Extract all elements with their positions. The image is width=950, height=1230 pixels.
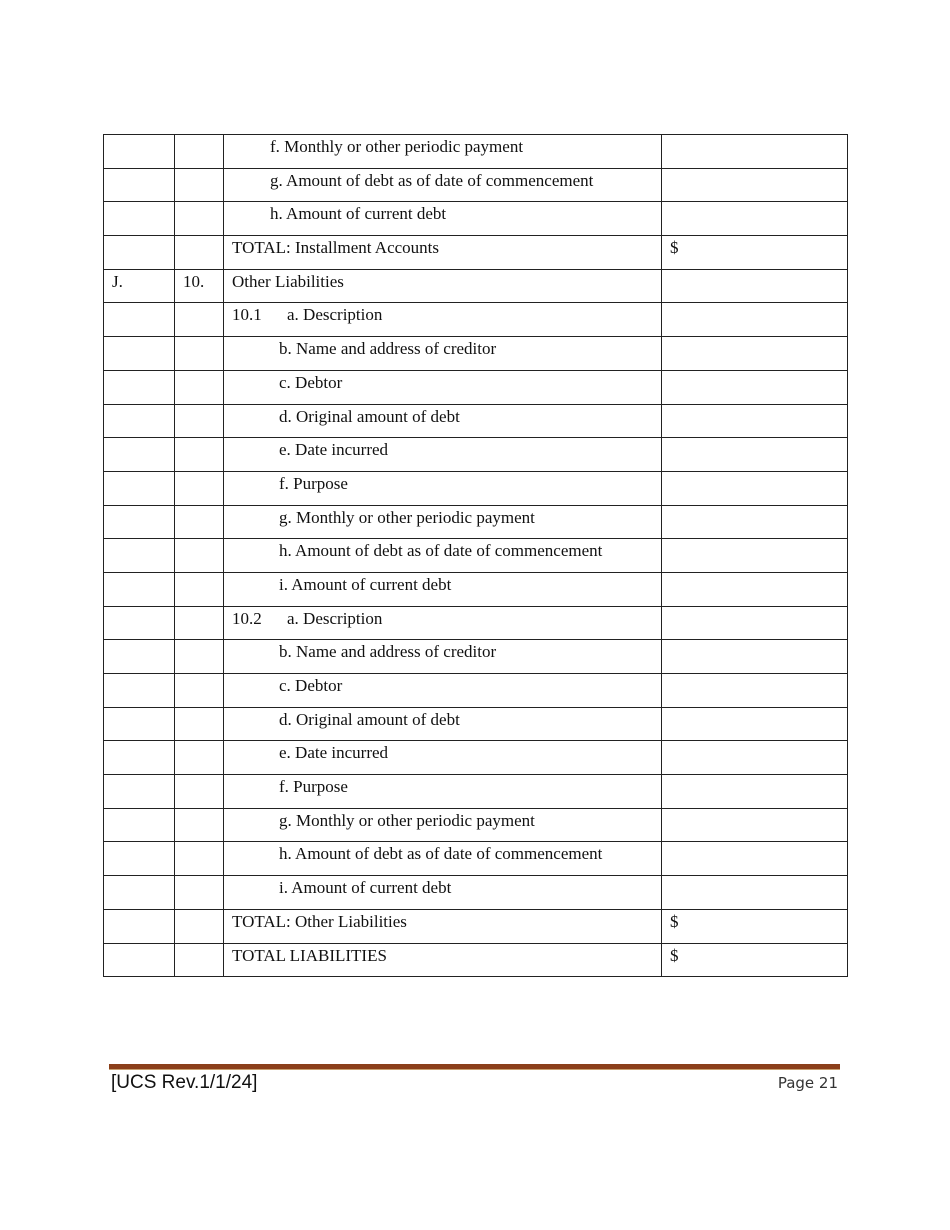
item-description-cell <box>224 909 662 943</box>
item-description-cell <box>224 842 662 876</box>
table-row <box>104 572 848 606</box>
amount-cell[interactable] <box>662 471 848 505</box>
amount-cell[interactable] <box>662 269 848 303</box>
item-number-cell <box>175 505 224 539</box>
item-number-cell <box>175 909 224 943</box>
section-letter-cell <box>104 438 175 472</box>
table-row <box>104 471 848 505</box>
item-description-cell <box>224 303 662 337</box>
subitem-number: 10.2 <box>232 608 262 628</box>
table-row <box>104 438 848 472</box>
item-label: g. Monthly or other periodic payment <box>279 507 535 527</box>
item-description-cell <box>224 606 662 640</box>
item-description-cell <box>224 269 662 303</box>
table-row <box>104 741 848 775</box>
amount-cell[interactable] <box>662 438 848 472</box>
amount-cell[interactable]: $ <box>662 909 848 943</box>
item-label: e. Date incurred <box>279 743 389 763</box>
item-number-cell <box>175 202 224 236</box>
item-number-cell <box>175 168 224 202</box>
item-description-cell <box>224 337 662 371</box>
amount-cell[interactable] <box>662 876 848 910</box>
amount-cell[interactable] <box>662 707 848 741</box>
section-letter-cell <box>104 370 175 404</box>
liabilities-table <box>103 134 848 977</box>
amount-cell[interactable] <box>662 572 848 606</box>
item-label: f. Purpose <box>279 473 348 493</box>
table-row <box>104 707 848 741</box>
item-label: g. Monthly or other periodic payment <box>279 810 535 830</box>
section-letter-cell <box>104 168 175 202</box>
item-number-cell <box>175 842 224 876</box>
item-number-cell <box>175 808 224 842</box>
item-number-cell <box>175 303 224 337</box>
item-description-cell <box>224 404 662 438</box>
item-label: g. Amount of debt as of date of commencement <box>270 170 594 190</box>
item-label: h. Amount of current debt <box>270 204 447 224</box>
item-label: d. Original amount of debt <box>279 709 460 729</box>
section-letter-cell <box>104 876 175 910</box>
table-row <box>104 808 848 842</box>
footer-rule <box>109 1064 840 1070</box>
item-label: i. Amount of current debt <box>279 574 452 594</box>
item-number-cell <box>175 135 224 169</box>
item-label: Other Liabilities <box>232 271 344 291</box>
item-label: b. Name and address of creditor <box>279 642 497 662</box>
item-description-cell <box>224 539 662 573</box>
amount-cell[interactable] <box>662 640 848 674</box>
table-row <box>104 236 848 270</box>
item-description-cell <box>224 808 662 842</box>
item-description-cell <box>224 707 662 741</box>
amount-cell[interactable] <box>662 168 848 202</box>
item-description-cell <box>224 438 662 472</box>
item-number-cell <box>175 539 224 573</box>
section-letter-cell <box>104 202 175 236</box>
amount-cell[interactable] <box>662 202 848 236</box>
item-label: d. Original amount of debt <box>279 406 460 426</box>
item-description-cell <box>224 674 662 708</box>
amount-cell[interactable] <box>662 505 848 539</box>
amount-cell[interactable]: $ <box>662 943 848 977</box>
amount-cell[interactable] <box>662 775 848 809</box>
item-label: b. Name and address of creditor <box>279 339 497 359</box>
item-description-cell <box>224 876 662 910</box>
section-letter-cell <box>104 808 175 842</box>
item-number-cell <box>175 707 224 741</box>
section-letter-cell <box>104 707 175 741</box>
table-row <box>104 269 848 303</box>
amount-cell[interactable] <box>662 741 848 775</box>
item-number-cell <box>175 640 224 674</box>
amount-cell[interactable] <box>662 370 848 404</box>
item-number-cell <box>175 572 224 606</box>
table-row <box>104 842 848 876</box>
amount-cell[interactable] <box>662 674 848 708</box>
amount-cell[interactable] <box>662 337 848 371</box>
item-label: i. Amount of current debt <box>279 878 452 898</box>
item-number-cell <box>175 775 224 809</box>
item-description-cell <box>224 572 662 606</box>
item-description-cell <box>224 775 662 809</box>
item-number-cell <box>175 236 224 270</box>
item-description-cell <box>224 202 662 236</box>
table-row <box>104 370 848 404</box>
item-label: c. Debtor <box>279 372 343 392</box>
item-description-cell <box>224 471 662 505</box>
table-row <box>104 404 848 438</box>
section-letter-cell <box>104 236 175 270</box>
revision-label: [UCS Rev.1/1/24] <box>111 1072 258 1093</box>
item-label: TOTAL: Other Liabilities <box>232 911 407 931</box>
table-row <box>104 943 848 977</box>
table-row <box>104 606 848 640</box>
item-description-cell <box>224 168 662 202</box>
table-row <box>104 909 848 943</box>
table-row <box>104 337 848 371</box>
table-row <box>104 303 848 337</box>
item-description-cell <box>224 236 662 270</box>
item-label: h. Amount of debt as of date of commencement <box>279 541 603 561</box>
item-label: TOTAL: Installment Accounts <box>232 238 440 258</box>
table-row <box>104 775 848 809</box>
section-letter-cell <box>104 674 175 708</box>
item-number-cell <box>175 674 224 708</box>
item-number-cell <box>175 404 224 438</box>
item-number-cell <box>175 471 224 505</box>
item-label: f. Monthly or other periodic payment <box>270 137 524 156</box>
item-label: a. Description <box>287 305 383 325</box>
amount-cell[interactable]: $ <box>662 236 848 270</box>
amount-cell[interactable] <box>662 842 848 876</box>
item-number-cell <box>175 876 224 910</box>
item-number-cell <box>175 943 224 977</box>
section-letter-cell <box>104 539 175 573</box>
amount-cell[interactable] <box>662 606 848 640</box>
amount-cell[interactable] <box>662 135 848 169</box>
section-letter-cell <box>104 775 175 809</box>
amount-cell[interactable] <box>662 539 848 573</box>
item-description-cell <box>224 505 662 539</box>
item-number-cell <box>175 606 224 640</box>
table-row <box>104 640 848 674</box>
section-letter-cell <box>104 741 175 775</box>
section-letter-cell <box>104 303 175 337</box>
section-letter-cell: J. <box>104 269 175 303</box>
item-label: e. Date incurred <box>279 440 389 460</box>
section-letter-cell <box>104 471 175 505</box>
section-letter-cell <box>104 909 175 943</box>
item-description-cell <box>224 943 662 977</box>
item-description-cell <box>224 135 662 169</box>
item-number-cell <box>175 370 224 404</box>
amount-cell[interactable] <box>662 303 848 337</box>
table-row <box>104 135 848 169</box>
table-row <box>104 876 848 910</box>
item-description-cell <box>224 640 662 674</box>
section-letter-cell <box>104 135 175 169</box>
item-number-cell <box>175 741 224 775</box>
amount-cell[interactable] <box>662 404 848 438</box>
section-letter-cell <box>104 640 175 674</box>
section-letter-cell <box>104 842 175 876</box>
table-row <box>104 202 848 236</box>
item-label: f. Purpose <box>279 777 348 797</box>
subitem-number: 10.1 <box>232 305 262 325</box>
item-description-cell <box>224 741 662 775</box>
table-row <box>104 505 848 539</box>
item-description-cell <box>224 370 662 404</box>
page-number: Page 21 <box>777 1074 838 1092</box>
liabilities-table-body <box>104 135 848 977</box>
section-letter-cell <box>104 404 175 438</box>
item-label: c. Debtor <box>279 676 343 695</box>
section-letter-cell <box>104 572 175 606</box>
section-letter-cell <box>104 606 175 640</box>
table-row <box>104 168 848 202</box>
section-letter-cell <box>104 943 175 977</box>
table-row <box>104 539 848 573</box>
table-row <box>104 674 848 708</box>
amount-cell[interactable] <box>662 808 848 842</box>
section-letter-cell <box>104 337 175 371</box>
item-label: a. Description <box>287 608 383 628</box>
section-letter-cell <box>104 505 175 539</box>
item-label: TOTAL LIABILITIES <box>232 945 387 965</box>
item-number-cell <box>175 337 224 371</box>
item-number-cell: 10. <box>175 269 224 303</box>
item-label: h. Amount of debt as of date of commencement <box>279 844 603 864</box>
item-number-cell <box>175 438 224 472</box>
